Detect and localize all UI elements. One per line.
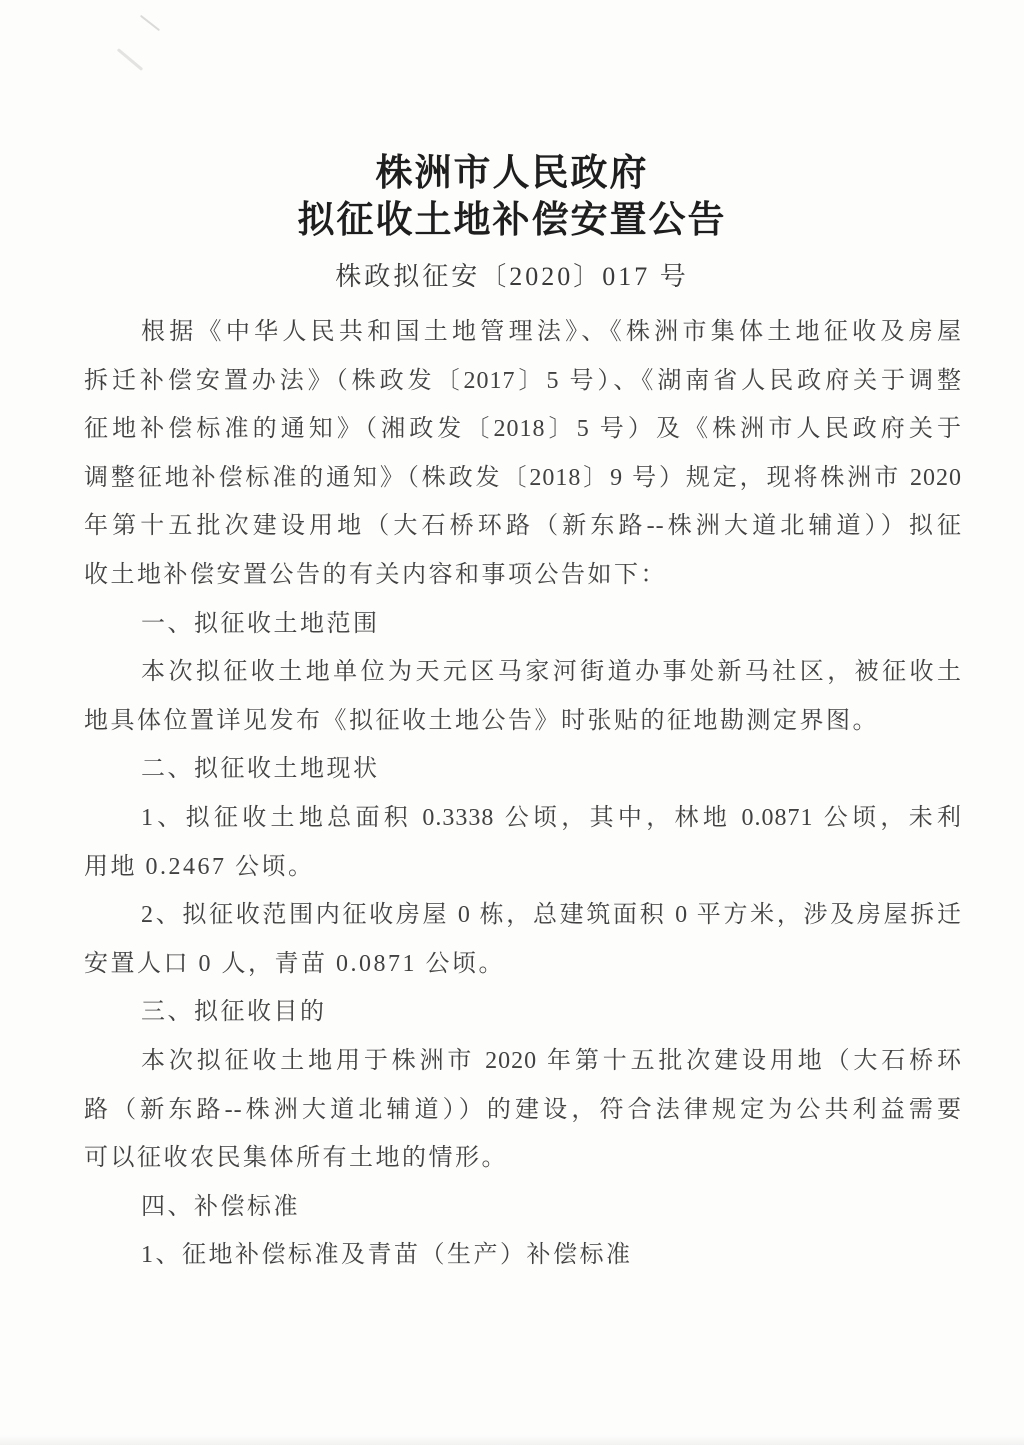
section-heading-2: 二、拟征收土地现状 (141, 756, 380, 783)
text-line: 1、征地补偿标准及青苗（生产）补偿标准 (141, 1242, 633, 1269)
text-line: 本次拟征收土地单位为天元区马家河街道办事处新马社区，被征收土 (141, 659, 962, 686)
text-line: 地具体位置详见发布《拟征收土地公告》时张贴的征地勘测定界图。 (84, 707, 879, 734)
document-number: 株政拟征安〔2020〕017 号 (335, 262, 689, 291)
text-line: 调整征地补偿标准的通知》（株政发〔2018〕9 号）规定，现将株洲市 2020 (84, 464, 962, 491)
text-line: 可以征收农民集体所有土地的情形。 (84, 1145, 508, 1172)
text-line: 安置人口 0 人，青苗 0.0871 公顷。 (84, 950, 505, 977)
text-line: 1、拟征收土地总面积 0.3338 公顷，其中，林地 0.0871 公顷，未利 (141, 804, 962, 831)
scan-artifact (140, 15, 160, 31)
text-line: 路（新东路--株洲大道北辅道））的建设，符合法律规定为公共利益需要 (84, 1096, 962, 1123)
text-line: 根据《中华人民共和国土地管理法》、《株洲市集体土地征收及房屋 (141, 319, 962, 345)
scan-artifact (117, 48, 143, 71)
scan-edge-shadow (0, 1435, 1024, 1445)
text-line: 本次拟征收土地用于株洲市 2020 年第十五批次建设用地（大石桥环 (141, 1047, 962, 1074)
document-body (84, 308, 962, 1280)
section-heading-3: 三、拟征收目的 (141, 999, 327, 1026)
text-line: 拆迁补偿安置办法》（株政发〔2017〕5 号）、《湖南省人民政府关于调整 (84, 367, 962, 394)
text-line: 用地 0.2467 公顷。 (84, 853, 315, 880)
text-line: 收土地补偿安置公告的有关内容和事项公告如下： (84, 561, 667, 588)
text-line: 2、拟征收范围内征收房屋 0 栋，总建筑面积 0 平方米，涉及房屋拆迁 (141, 902, 962, 929)
text-line: 年第十五批次建设用地（大石桥环路（新东路--株洲大道北辅道））拟征 (84, 513, 962, 540)
section-heading-4: 四、补偿标准 (141, 1193, 300, 1220)
page-title-line1: 株洲市人民政府 (375, 153, 649, 194)
document-header (0, 150, 1024, 293)
page-title-line2: 拟征收土地补偿安置公告 (297, 200, 727, 241)
text-line: 征地补偿标准的通知》（湘政发〔2018〕5 号）及《株洲市人民政府关于 (84, 416, 962, 443)
section-heading-1: 一、拟征收土地范围 (141, 610, 380, 637)
